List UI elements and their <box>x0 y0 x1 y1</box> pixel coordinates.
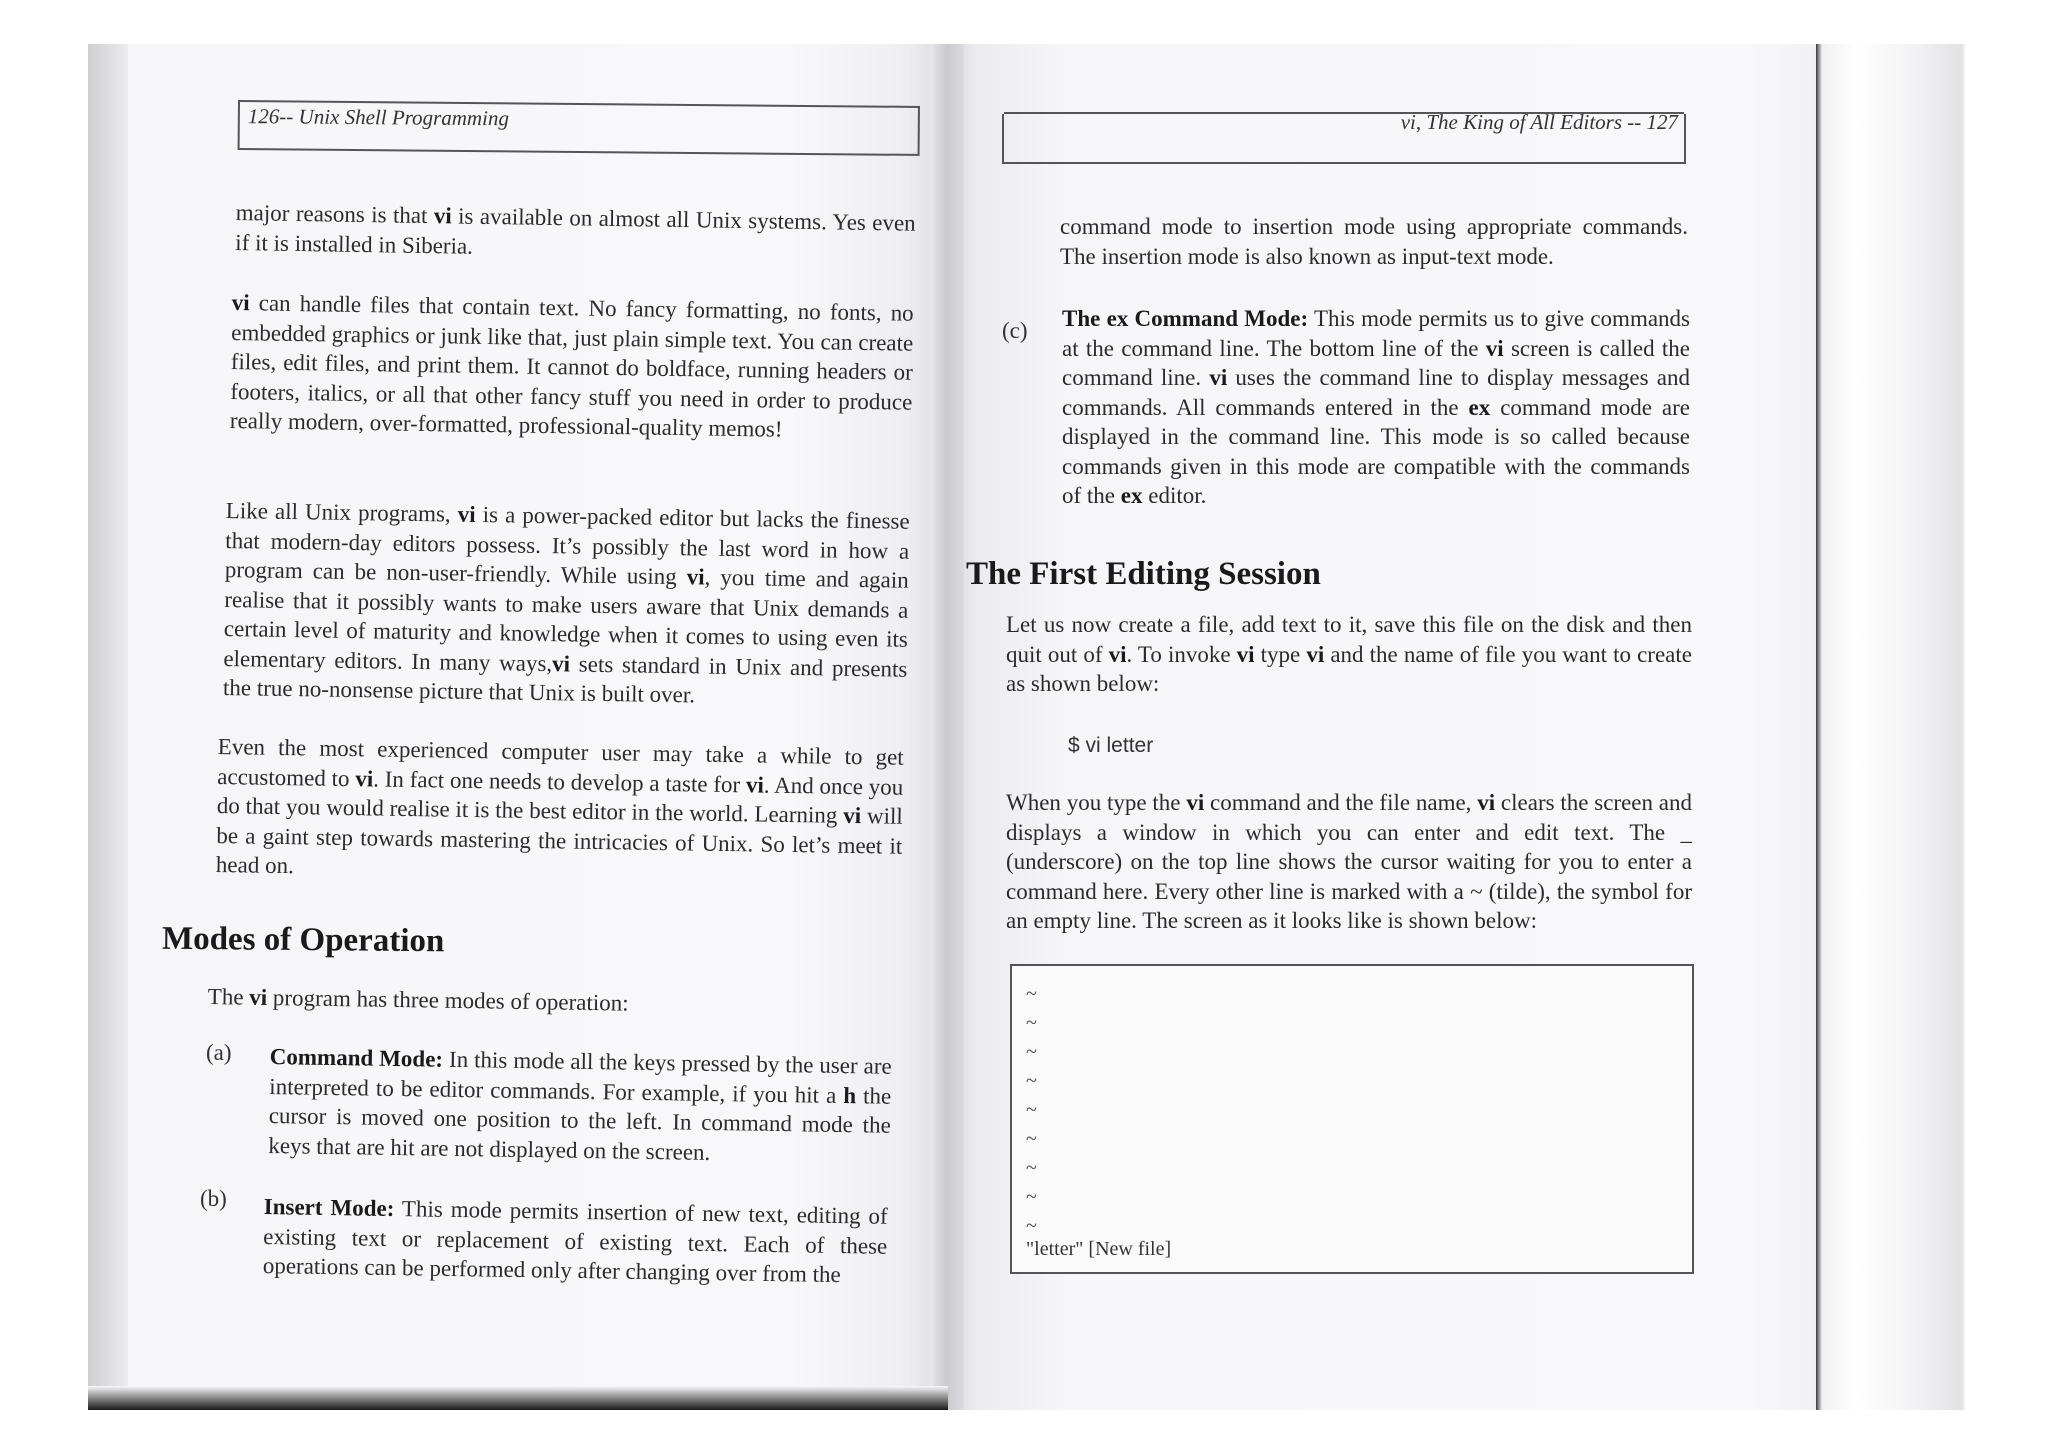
tilde-line: ~ <box>1026 1157 1037 1179</box>
bottom-shadow <box>88 1386 948 1410</box>
section-heading-first-session: The First Editing Session <box>966 556 1321 592</box>
section-heading-modes: Modes of Operation <box>161 920 445 960</box>
left-paragraph-4: Even the most experienced computer user may take a while to get accustomed to vi. In fact one needs to develop a taste for vi. And once you do that you would realise it is the best editor in the world. Learning vi will be a gaint step towards mastering the intricacies of Unix. So let’s meet it head on. <box>215 733 904 879</box>
right-running-header <box>1002 110 1686 164</box>
tilde-line: ~ <box>1026 1128 1037 1150</box>
tilde-line: ~ <box>1026 983 1037 1005</box>
left-paragraph-2: vi can handle files that contain text. No fancy formatting, no fonts, no embedded graphics or junk like that, just plain simple text. You can create files, edit files, and print them. It cannot do boldface, running headers or footers, italics, or all that other fancy stuff you need in order to produce really modern, over-formatted, professional-quality memos! <box>229 289 914 442</box>
left-header-text: 126-- Unix Shell Programming <box>247 104 510 131</box>
tilde-line: ~ <box>1026 1041 1037 1063</box>
right-continued-text: command mode to insertion mode using appropriate commands. The insertion mode is also known as input-text mode. <box>1060 214 1688 269</box>
item-b-text: Insert Mode: This mode permits insertion of new text, editing of existing text or replacement of existing text. Each of these operations can be performed only after changing over from the <box>262 1193 888 1288</box>
tilde-line: ~ <box>1026 1070 1037 1092</box>
item-c-label: (c) <box>1002 318 1028 343</box>
tilde-line: ~ <box>1026 1099 1037 1121</box>
tilde-line: ~ <box>1026 1215 1037 1237</box>
vi-screen-illustration <box>1010 964 1694 1274</box>
modes-intro: The vi program has three modes of operation: <box>207 983 629 1016</box>
right-paragraph-2: When you type the vi command and the file name, vi clears the screen and displays a window in which you can enter and edit text. The _ (underscore) on the top line shows the cursor waiting for you to enter a command here. Every other line is marked with a ~ (tilde), the symbol for an empty line. The screen as it looks like is shown below: <box>1006 790 1692 933</box>
tilde-line: ~ <box>1026 1186 1037 1208</box>
left-paragraph-3: Like all Unix programs, vi is a power-packed editor but lacks the finesse that modern-day editors possess. It’s possibly the last word in how a program can be non-user-friendly. While using vi, you time and again realise that it possibly wants to make users aware that Unix demands a certain level of maturity and knowledge when it comes to using even its elementary editors. In many ways,vi sets standard in Unix and presents the true no-nonsense picture that Unix is built over. <box>222 497 910 708</box>
item-a-text: Command Mode: In this mode all the keys pressed by the user are interpreted to be editor commands. For example, if you hit a h the cursor is moved one position to the left. In command mode the keys that are hit are not displayed on the screen. <box>268 1043 892 1165</box>
left-running-header <box>238 100 920 156</box>
right-paragraph-1: Let us now create a file, add text to it, save this file on the disk and then quit out of vi. To invoke vi type vi and the name of file you want to create as shown below: <box>1006 612 1692 696</box>
command-example: $ vi letter <box>1068 734 1154 757</box>
tilde-line: ~ <box>1026 1012 1037 1034</box>
vi-status-line: "letter" [New file] <box>1026 1238 1172 1260</box>
tilde-lines <box>1026 980 1037 1241</box>
left-paragraph-1: major reasons is that vi is available on almost all Unix systems. Yes even if it is installed in Siberia. <box>235 199 916 259</box>
item-c-text: The ex Command Mode: This mode permits us to give commands at the command line. The bottom line of the vi screen is called the command line. vi uses the command line to display messages and commands. All commands entered in the ex command mode are displayed in the command line. This mode is so called because commands given in this mode are compatible with the commands of the ex editor. <box>1062 306 1690 508</box>
item-b-label: (b) <box>200 1186 227 1211</box>
page-stack-edge <box>1816 44 1966 1410</box>
left-page-edge <box>88 44 128 1410</box>
item-a-label: (a) <box>206 1040 232 1065</box>
book-spine <box>930 44 964 1410</box>
right-header-text: vi, The King of All Editors -- 127 <box>1400 110 1678 134</box>
